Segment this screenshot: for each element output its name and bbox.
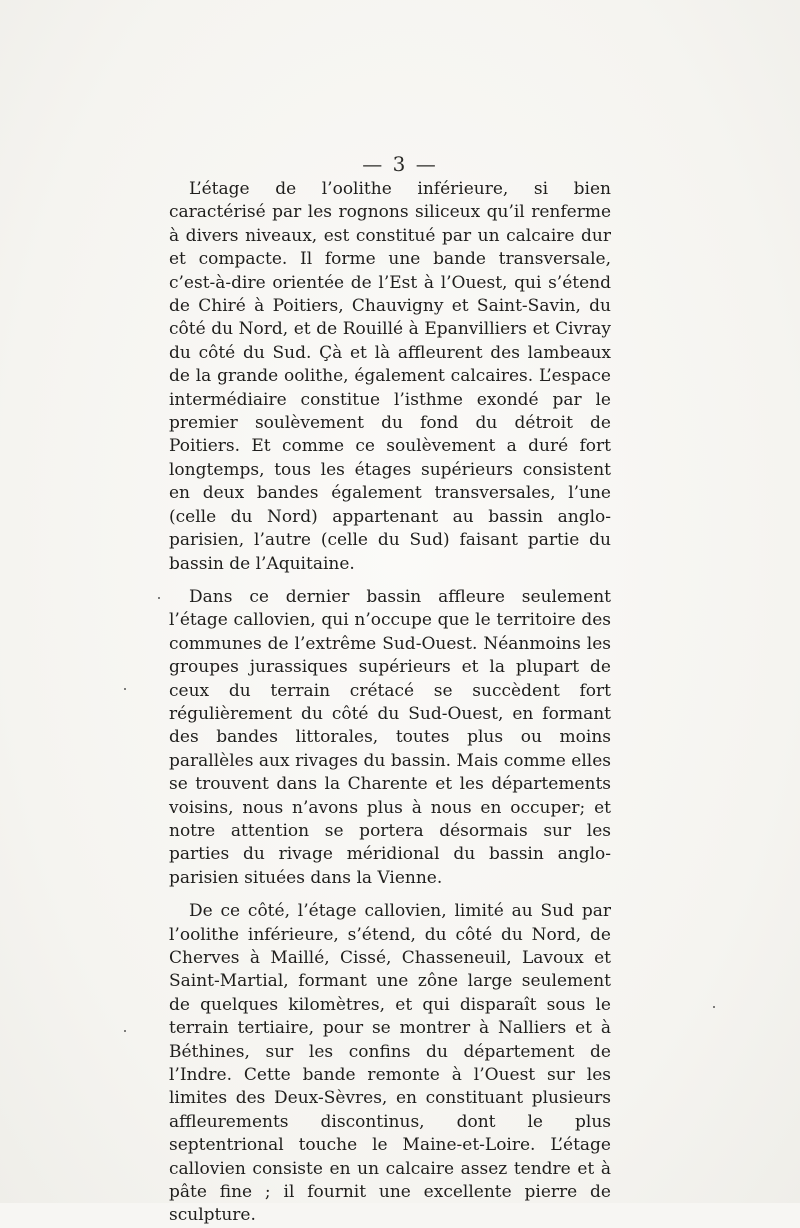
paragraph-oolithe: L’étage de l’oolithe inférieure, si bien caractérisé par les rognons siliceux qu’il renferme à divers niveaux, est constitué par un calcaire dur et compacte. Il forme une bande transversale, c’est-à-dire orientée de l’Est à l’Ouest, qui s’étend de Chiré à Poitiers, Chauvigny et Saint-Savin, du côté du Nord, et de Rouillé à Epanvilliers et Civray du côté du Sud. Çà et là affleurent des lambeaux de la grande oolithe, également calcaires. L’espace intermédiaire constitue l’isthme exondé par le premier soulèvement du fond du détroit de Poitiers. Et comme ce soulèvement a duré fort longtemps, tous les étages supérieurs consistent en deux bandes également transversales, l’une (celle du Nord) appartenant au bassin anglo-parisien, l’autre (celle du Sud) faisant partie du bassin de l’Aquitaine. bbox=[169, 179, 611, 574]
paragraph-callovien-sud-ouest: Dans ce dernier bassin affleure seulement l’étage callovien, qui n’occupe que le territoire des communes de l’extrême Sud-Ouest. Néanmoins les groupes jurassiques supérieurs et la plupart de ceux du terrain crétacé se succèdent fort régulièrement du côté du Sud-Ouest, en formant des bandes littorales, toutes plus ou moins parallèles aux rivages du bassin. Mais comme elles se trouvent dans la Charente et les départements voisins, nous n’avons plus à nous en occuper; et notre attention se portera désormais sur les parties du rivage méridional du bassin anglo-parisien situées dans la Vienne. bbox=[169, 586, 611, 888]
scan-speck bbox=[124, 1030, 126, 1032]
body-text bbox=[169, 178, 611, 1228]
scan-speck bbox=[713, 1006, 715, 1008]
scan-speck bbox=[124, 688, 126, 690]
scan-speck bbox=[158, 597, 160, 599]
page-number: — 3 — bbox=[362, 152, 438, 176]
paragraph-callovien-nord: De ce côté, l’étage callovien, limité au Sud par l’oolithe inférieure, s’étend, du côté du Nord, de Cherves à Maillé, Cissé, Chasseneuil, Lavoux et Saint-Martial, formant une zône large seulement de quelques kilomètres, et qui disparaît sous le terrain tertiaire, pour se montrer à Nalliers et à Béthines, sur les confins du département de l’Indre. Cette bande remonte à l’Ouest sur les limites des Deux-Sèvres, en constituant plusieurs affleurements discontinus, dont le plus septentrional touche le Maine-et-Loire. L’étage callovien consiste en un calcaire assez tendre et à pâte fine ; il fournit une excellente pierre de sculpture. bbox=[169, 901, 611, 1226]
